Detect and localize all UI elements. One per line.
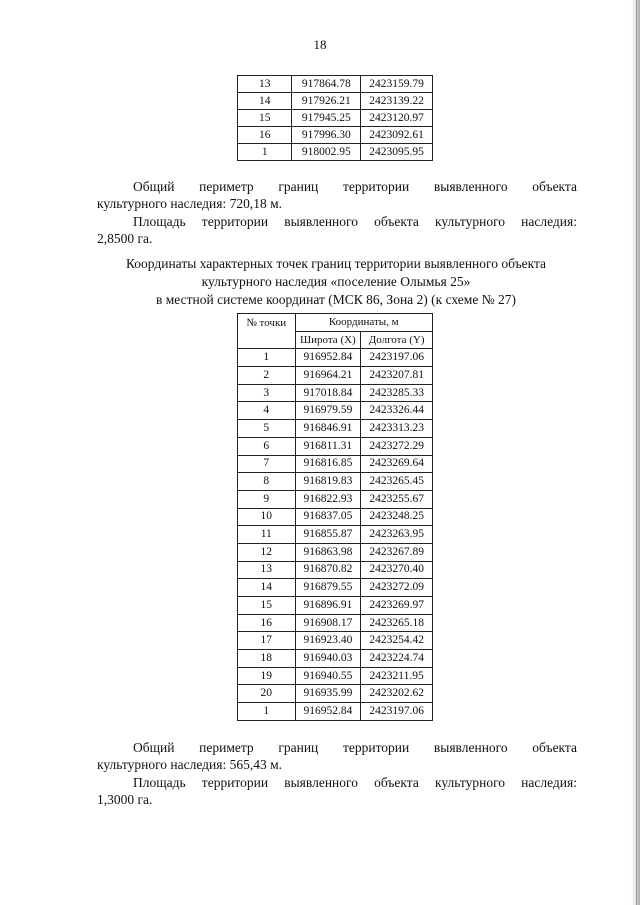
point-number-cell: 13 [238,561,296,579]
point-number-cell: 1 [238,144,292,161]
table-row [238,93,433,110]
longitude-cell: 2423267.89 [361,543,433,561]
table-row [238,685,433,703]
coordinates-table-continued [237,75,433,161]
table-row [238,110,433,127]
table-row [238,526,433,544]
point-number-cell: 16 [238,614,296,632]
longitude-cell: 2423269.97 [361,597,433,615]
point-number-cell: 8 [238,473,296,491]
longitude-cell: 2423197.06 [361,703,433,721]
area-text-line: Площадь территории выявленного объекта культурного наследия: [133,214,577,229]
point-number-cell: 1 [238,703,296,721]
point-number-cell: 15 [238,110,292,127]
longitude-cell: 2423207.81 [361,367,433,385]
table-row [238,703,433,721]
latitude-cell: 916964.21 [295,367,361,385]
table-row [238,402,433,420]
point-number-cell: 17 [238,632,296,650]
table-row [238,76,433,93]
point-number-cell: 19 [238,667,296,685]
table-row [238,561,433,579]
header-coordinates: Координаты, м [295,314,432,332]
longitude-cell: 2423285.33 [361,384,433,402]
perimeter-text-line: Общий периметр границ территории выявленного объекта [133,179,577,194]
point-number-cell: 18 [238,650,296,668]
table-body [238,349,433,720]
longitude-cell: 2423272.29 [361,437,433,455]
latitude-cell: 917996.30 [292,127,361,144]
table-row [238,384,433,402]
table-row [238,437,433,455]
longitude-cell: 2423326.44 [361,402,433,420]
longitude-cell: 2423269.64 [361,455,433,473]
perimeter-paragraph-2 [97,739,577,773]
point-number-cell: 13 [238,76,292,93]
area-text-line: 1,3000 га. [97,792,153,807]
page-number: 18 [313,37,327,52]
latitude-cell: 916855.87 [295,526,361,544]
table-row [238,144,433,161]
point-number-cell: 4 [238,402,296,420]
point-number-cell: 20 [238,685,296,703]
area-text-line: Площадь территории выявленного объекта культурного наследия: [133,775,577,790]
longitude-cell: 2423211.95 [361,667,433,685]
longitude-cell: 2423263.95 [361,526,433,544]
latitude-cell: 917926.21 [292,93,361,110]
table-row [238,667,433,685]
longitude-cell: 2423272.09 [361,579,433,597]
latitude-cell: 917945.25 [292,110,361,127]
longitude-cell: 2423159.79 [361,76,433,93]
table-row [238,127,433,144]
point-number-cell: 2 [238,367,296,385]
latitude-cell: 916811.31 [295,437,361,455]
latitude-cell: 918002.95 [292,144,361,161]
table-row [238,367,433,385]
longitude-cell: 2423265.45 [361,473,433,491]
longitude-cell: 2423197.06 [361,349,433,367]
latitude-cell: 916896.91 [295,597,361,615]
header-point-number: № точки [238,314,296,349]
area-text-line: 2,8500 га. [97,231,153,246]
table-row [238,349,433,367]
longitude-cell: 2423313.23 [361,420,433,438]
latitude-cell: 916952.84 [295,349,361,367]
table-row [238,579,433,597]
header-longitude: Долгота (Y) [361,331,433,349]
latitude-cell: 916940.03 [295,650,361,668]
latitude-cell: 916837.05 [295,508,361,526]
latitude-cell: 916935.99 [295,685,361,703]
latitude-cell: 916816.85 [295,455,361,473]
heading-line: культурного наследия «поселение Олымья 25» [201,274,471,289]
longitude-cell: 2423224.74 [361,650,433,668]
point-number-cell: 10 [238,508,296,526]
table-row [238,420,433,438]
point-number-cell: 16 [238,127,292,144]
latitude-cell: 916979.59 [295,402,361,420]
latitude-cell: 917018.84 [295,384,361,402]
longitude-cell: 2423255.67 [361,490,433,508]
longitude-cell: 2423092.61 [361,127,433,144]
longitude-cell: 2423120.97 [361,110,433,127]
latitude-cell: 916923.40 [295,632,361,650]
point-number-cell: 3 [238,384,296,402]
latitude-cell: 916879.55 [295,579,361,597]
section-heading [80,255,592,309]
latitude-cell: 917864.78 [292,76,361,93]
longitude-cell: 2423265.18 [361,614,433,632]
latitude-cell: 916940.55 [295,667,361,685]
point-number-cell: 12 [238,543,296,561]
latitude-cell: 916863.98 [295,543,361,561]
latitude-cell: 916846.91 [295,420,361,438]
scan-edge-line [636,0,637,905]
heading-line: Координаты характерных точек границ территории выявленного объекта [125,256,547,271]
area-paragraph-1 [97,213,577,247]
longitude-cell: 2423254.42 [361,632,433,650]
point-number-cell: 15 [238,597,296,615]
longitude-cell: 2423202.62 [361,685,433,703]
latitude-cell: 916819.83 [295,473,361,491]
area-paragraph-2 [97,774,577,808]
point-number-cell: 7 [238,455,296,473]
header-latitude: Широта (X) [295,331,361,349]
point-number-cell: 1 [238,349,296,367]
point-number-cell: 14 [238,93,292,110]
perimeter-text-line: культурного наследия: 720,18 м. [97,196,283,211]
latitude-cell: 916908.17 [295,614,361,632]
longitude-cell: 2423248.25 [361,508,433,526]
point-number-cell: 14 [238,579,296,597]
table-body [238,76,433,161]
table-row [238,650,433,668]
table-row [238,597,433,615]
point-number-cell: 6 [238,437,296,455]
table-row [238,632,433,650]
table-row [238,508,433,526]
heading-line: в местной системе координат (МСК 86, Зона 2) (к схеме № 27) [156,292,516,307]
point-number-cell: 11 [238,526,296,544]
table-row [238,543,433,561]
table-row [238,614,433,632]
point-number-cell: 5 [238,420,296,438]
longitude-cell: 2423139.22 [361,93,433,110]
perimeter-text-line: культурного наследия: 565,43 м. [97,757,283,772]
perimeter-text-line: Общий периметр границ территории выявленного объекта [133,740,577,755]
table-row [238,455,433,473]
longitude-cell: 2423095.95 [361,144,433,161]
point-number-cell: 9 [238,490,296,508]
table-row [238,473,433,491]
latitude-cell: 916822.93 [295,490,361,508]
latitude-cell: 916870.82 [295,561,361,579]
longitude-cell: 2423270.40 [361,561,433,579]
coordinates-table [237,313,433,721]
table-row [238,490,433,508]
latitude-cell: 916952.84 [295,703,361,721]
perimeter-paragraph-1 [97,178,577,212]
